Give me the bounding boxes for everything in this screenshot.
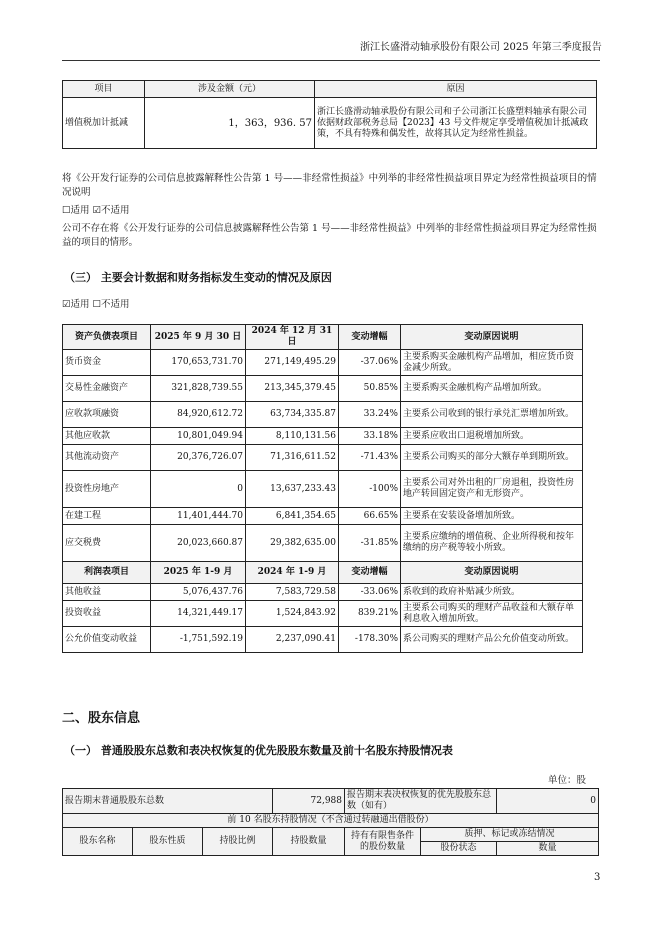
cell: 170,653,731.70 [151,350,246,376]
cell: 6,841,354.65 [246,508,339,525]
cell: 主要系购买金融机构产品增加所致。 [401,376,583,402]
th: 资产负债表项目 [63,325,151,350]
recurring-gain-table [62,80,597,149]
cell: 货币资金 [63,350,151,376]
table-row [63,584,583,601]
cell: -31.85% [339,525,401,562]
table-cell: 1，363，936. 57 [145,98,315,149]
cell: 系收到的政府补贴减少所致。 [401,584,583,601]
cell: 主要系应收出口退税增加所致。 [401,428,583,445]
table-row [63,525,583,562]
cell: 主要系在安装设备增加所致。 [401,508,583,525]
th: 变动原因说明 [401,325,583,350]
cell: 股东名称 [63,828,133,856]
cell: 0 [497,789,599,814]
cell: 主要系公司购买的理财产品收益和大额存单利息收入增加所致。 [401,601,583,627]
cell: 持股比例 [203,828,273,856]
cell: 5,076,437.76 [151,584,246,601]
cell: 其他流动资产 [63,445,151,471]
cell: -178.30% [339,627,401,653]
header-divider [62,60,600,61]
page-header: 浙江长盛滑动轴承股份有限公司 2025 年第三季度报告 [360,42,602,53]
cell: 14,321,449.17 [151,601,246,627]
cell: 84,920,612.72 [151,402,246,428]
cell: 质押、标记或冻结情况 [421,828,599,842]
cell: 投资收益 [63,601,151,627]
th-item: 项目 [63,81,145,98]
table-row [63,508,583,525]
cell: 交易性金融资产 [63,376,151,402]
cell: 213,345,379.45 [246,376,339,402]
cell: 321,828,739.55 [151,376,246,402]
cell: 66.65% [339,508,401,525]
cell: 20,376,726.07 [151,445,246,471]
table-cell: 浙江长盛滑动轴承股份有限公司和子公司浙江长盛塑料轴承有限公司依据财政部税务总局【2023】43 号文件规定享受增值税加计抵减政策，不具有特殊和偶发性，故将其认定为经常性损益。 [315,98,597,149]
cell: 其他应收款 [63,428,151,445]
cell: 1,524,843.92 [246,601,339,627]
table-row [63,601,583,627]
cell: 公允价值变动收益 [63,627,151,653]
cell: 72,988 [273,789,345,814]
table-row [63,402,583,428]
shareholder-table [62,788,599,856]
cell: 33.24% [339,402,401,428]
cell: 持有有限售条件的股份数量 [345,828,421,856]
th: 变动原因说明 [401,562,583,584]
cell: -71.43% [339,445,401,471]
cell: 20,023,660.87 [151,525,246,562]
cell: 29,382,635.00 [246,525,339,562]
section-heading: 二、股东信息 [62,711,141,726]
cell: 13,637,233.43 [246,471,339,508]
cell: 主要系应缴纳的增值税、企业所得税和按年缴纳的房产税等较小所致。 [401,525,583,562]
th-reason: 原因 [315,81,597,98]
section-title: （一） 普通股股东总数和表决权恢复的优先股股东数量及前十名股东持股情况表 [64,744,453,757]
cell: 11,401,444.70 [151,508,246,525]
section-title: （三） 主要会计数据和财务指标发生变动的情况及原因 [64,271,332,284]
th: 2024 年 12 月 31 日 [246,325,339,350]
applicability-check: ☐适用 ☑不适用 [62,205,130,216]
cell: 839.21% [339,601,401,627]
cell: 报告期末普通股股东总数 [63,789,273,814]
cell: 前 10 名股东持股情况（不含通过转融通出借股份） [63,814,599,828]
table-row [63,471,583,508]
cell: 主要系公司收到的银行承兑汇票增加所致。 [401,402,583,428]
cell: 应收款项融资 [63,402,151,428]
paragraph: 将《公开发行证券的公司信息披露解释性公告第 1 号——非经常性损益》中列举的非经常性损益项目界定为经常性损益项目的情况说明 [62,173,597,198]
cell: 系公司购买的理财产品公允价值变动所致。 [401,627,583,653]
cell: 0 [151,471,246,508]
cell: -37.06% [339,350,401,376]
cell: 主要系公司对外出租的厂房退租，投资性房地产转回固定资产和无形资产。 [401,471,583,508]
cell: 71,316,611.52 [246,445,339,471]
table-cell: 增值税加计抵减 [63,98,145,149]
th: 2024 年 1-9 月 [246,562,339,584]
cell: -33.06% [339,584,401,601]
financial-change-table [62,324,583,653]
cell: 8,110,131.56 [246,428,339,445]
th: 变动增幅 [339,325,401,350]
applicability-check: ☑适用 ☐不适用 [62,299,130,310]
cell: 数量 [497,842,599,856]
cell: 271,149,495.29 [246,350,339,376]
cell: 应交税费 [63,525,151,562]
th-amount: 涉及金额（元） [145,81,315,98]
cell: 33.18% [339,428,401,445]
table-row [63,428,583,445]
cell: 2,237,090.41 [246,627,339,653]
cell: 股东性质 [133,828,203,856]
cell: 投资性房地产 [63,471,151,508]
cell: 50.85% [339,376,401,402]
cell: 主要系购买金融机构产品增加，相应货币资金减少所致。 [401,350,583,376]
cell: -1,751,592.19 [151,627,246,653]
table-row [63,627,583,653]
table-row [63,350,583,376]
cell: 7,583,729.58 [246,584,339,601]
cell: 报告期末表决权恢复的优先股股东总数（如有） [345,789,497,814]
cell: 在建工程 [63,508,151,525]
table-row [63,376,583,402]
cell: 持股数量 [273,828,345,856]
cell: 股份状态 [421,842,497,856]
cell: 主要系公司购买的部分大额存单到期所致。 [401,445,583,471]
paragraph: 公司不存在将《公开发行证券的公司信息披露解释性公告第 1 号——非经常性损益》中列举的非经常性损益项目界定为经常性损益的项目的情形。 [62,223,597,248]
cell: 其他收益 [63,584,151,601]
th: 2025 年 1-9 月 [151,562,246,584]
unit-label: 单位：股 [548,775,587,786]
page-number: 3 [594,872,601,883]
th: 变动增幅 [339,562,401,584]
cell: 10,801,049.94 [151,428,246,445]
cell: -100% [339,471,401,508]
th: 利润表项目 [63,562,151,584]
th: 2025 年 9 月 30 日 [151,325,246,350]
table-row [63,445,583,471]
cell: 63,734,335.87 [246,402,339,428]
